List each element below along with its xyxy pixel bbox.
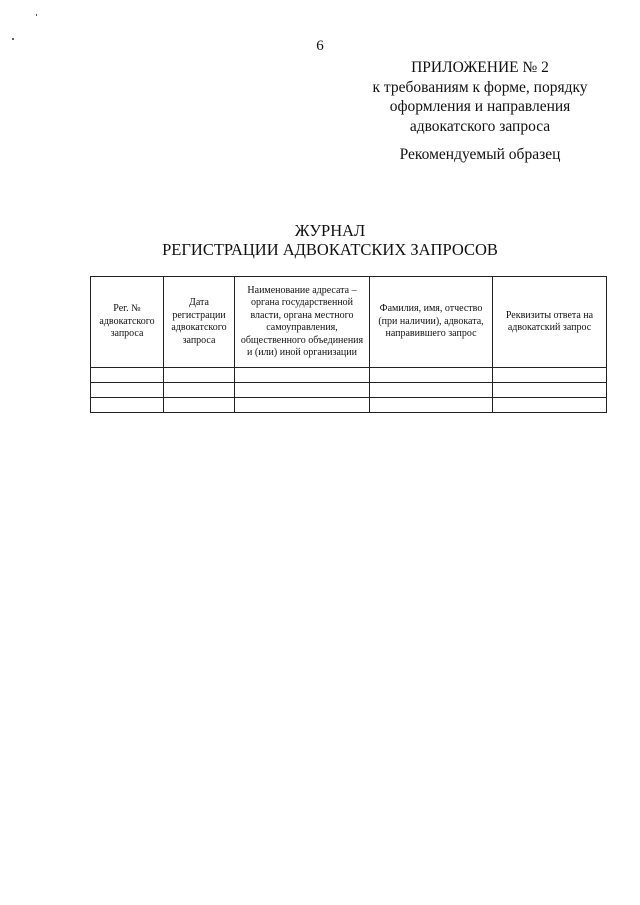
table-row [91, 398, 607, 413]
table-row [91, 383, 607, 398]
table-cell [370, 368, 493, 383]
table-row [91, 368, 607, 383]
table-cell [91, 398, 164, 413]
table-cell [235, 383, 370, 398]
appendix-title: ПРИЛОЖЕНИЕ № 2 [411, 59, 549, 76]
header-addressee-name: Наименование адресата – органа государственной власти, органа местного самоуправления, общественного объединения и (или) иной организации [235, 277, 370, 368]
recommended-sample-label: Рекомендуемый образец [399, 146, 561, 163]
table-cell [164, 383, 235, 398]
appendix-subtitle-line: оформления и направления [389, 98, 571, 115]
header-reg-number: Рег. № адвокатского запроса [91, 277, 164, 368]
appendix-subtitle-line: адвокатского запроса [409, 117, 551, 135]
table-cell [91, 368, 164, 383]
table-cell [370, 398, 493, 413]
appendix-subtitle-line: к требованиям к форме, порядку [372, 78, 588, 96]
table-cell [370, 383, 493, 398]
table-cell [164, 398, 235, 413]
header-response-details: Реквизиты ответа на адвокатский запрос [493, 277, 607, 368]
table-cell [493, 368, 607, 383]
scan-speck [36, 14, 37, 16]
header-lawyer-name: Фамилия, имя, отчество (при наличии), адвоката, направившего запрос [370, 277, 493, 368]
table-cell [235, 398, 370, 413]
registry-table [90, 276, 607, 413]
table-cell [493, 383, 607, 398]
table-cell [164, 368, 235, 383]
journal-title-line1: ЖУРНАЛ [294, 221, 366, 240]
table-cell [91, 383, 164, 398]
journal-title-line2: РЕГИСТРАЦИИ АДВОКАТСКИХ ЗАПРОСОВ [162, 240, 498, 259]
page-number: 6 [316, 38, 324, 54]
table-header-row [91, 277, 607, 368]
appendix-header [360, 58, 600, 136]
table-cell [235, 368, 370, 383]
header-registration-date: Дата регистрации адвокатского запроса [164, 277, 235, 368]
journal-title [0, 221, 640, 259]
table-cell [493, 398, 607, 413]
